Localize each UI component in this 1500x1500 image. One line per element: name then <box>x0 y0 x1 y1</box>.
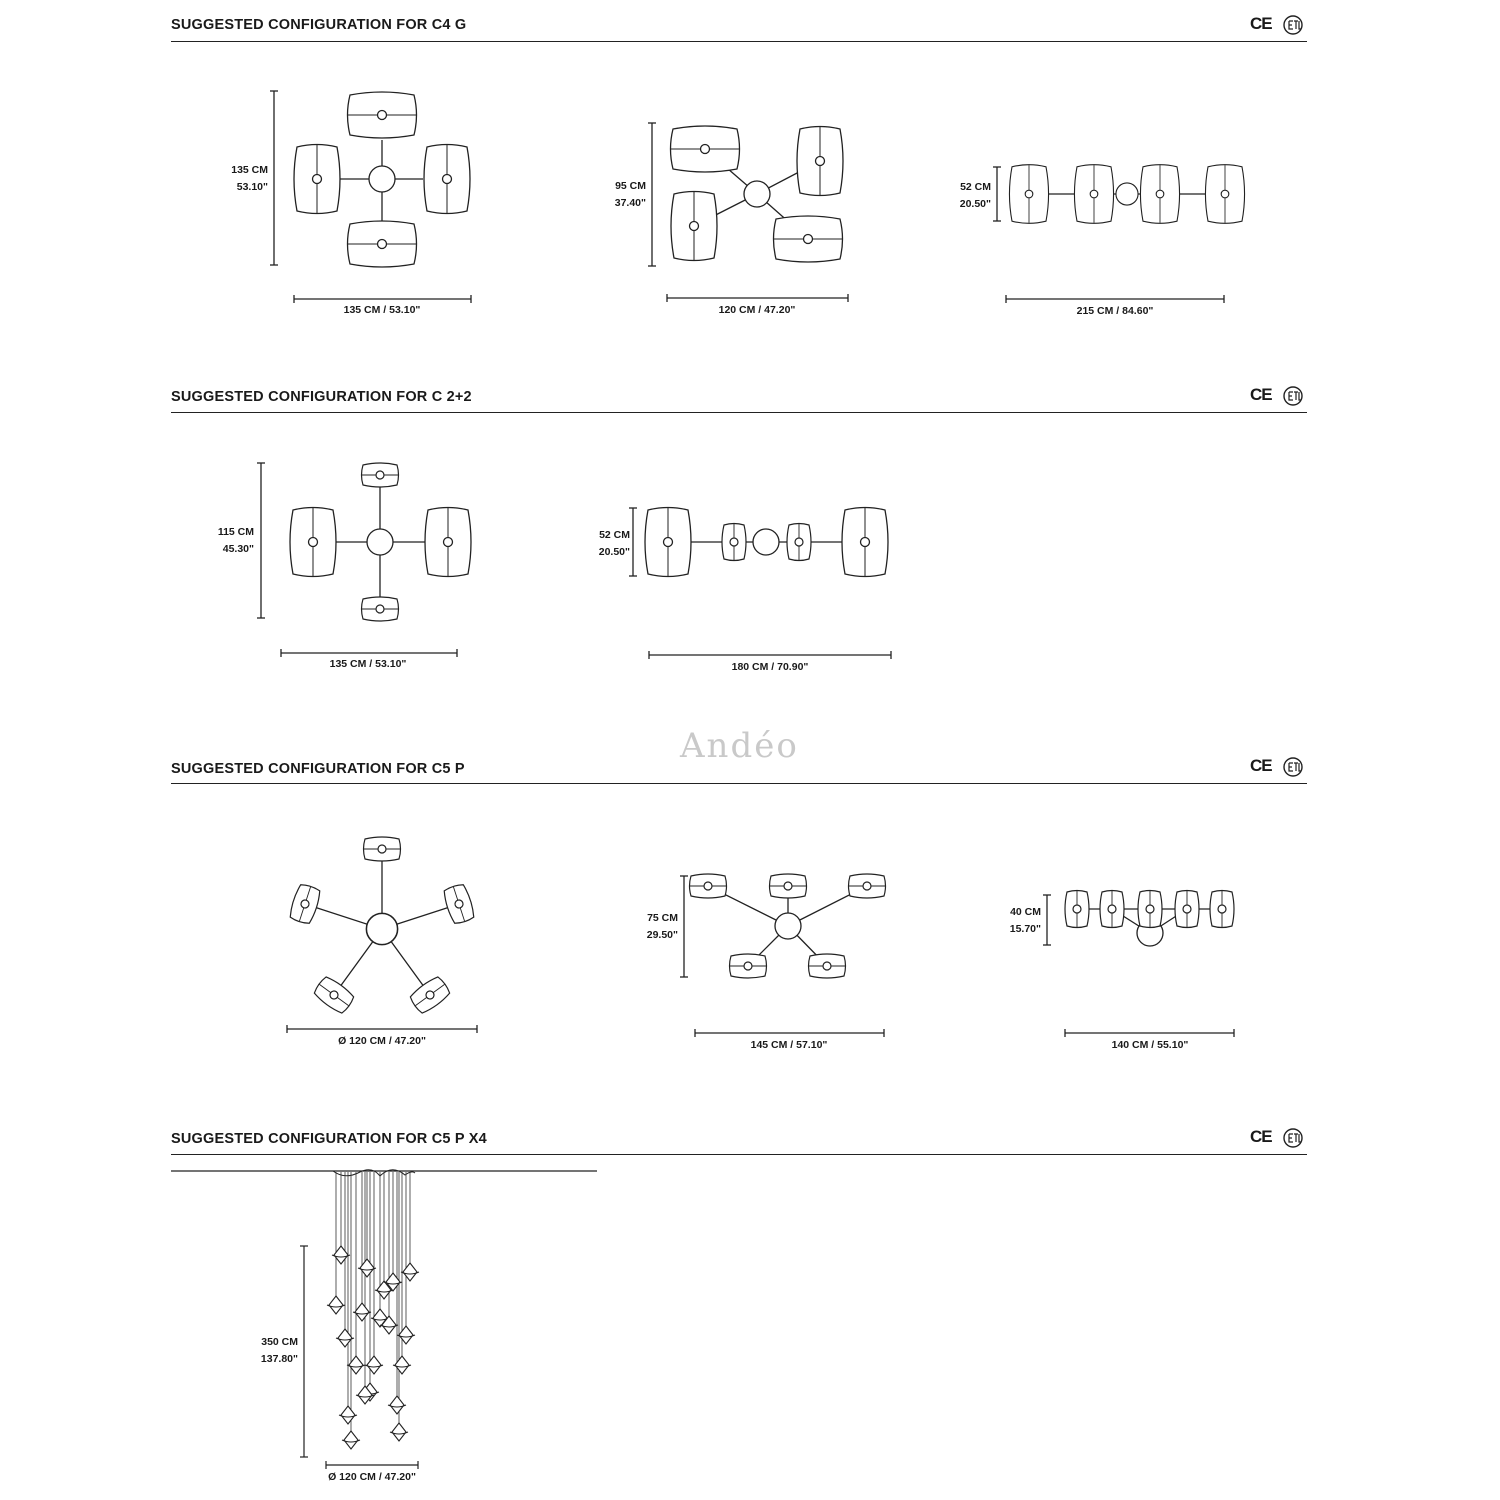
height-dimension <box>240 1334 298 1368</box>
ce-mark: CE <box>1250 14 1272 33</box>
section-title-c4g: SUGGESTED CONFIGURATION FOR C4 G <box>171 17 467 33</box>
height-in-label: 15.70" <box>1009 923 1041 935</box>
height-in-label: 137.80" <box>260 1353 298 1365</box>
height-dimension <box>987 904 1041 938</box>
section-title-c2plus2: SUGGESTED CONFIGURATION FOR C 2+2 <box>171 389 472 405</box>
height-dimension <box>200 524 254 558</box>
height-in-label: 45.30" <box>222 543 254 555</box>
height-cm-label: 40 CM <box>1010 906 1041 918</box>
width-dimension: 135 CM / 53.10" <box>329 658 407 670</box>
height-dimension <box>214 162 268 196</box>
width-dimension: 135 CM / 53.10" <box>343 304 421 316</box>
height-in-label: 20.50" <box>598 546 630 558</box>
height-cm-label: 115 CM <box>217 526 254 538</box>
height-dimension <box>937 179 991 213</box>
height-cm-label: 52 CM <box>599 529 630 541</box>
height-in-label: 37.40" <box>614 197 646 209</box>
width-dimension: 180 CM / 70.90" <box>731 661 809 673</box>
height-cm-label: 95 CM <box>615 180 646 192</box>
ce-mark: CE <box>1250 756 1272 775</box>
watermark-logo: Andéo <box>680 726 799 766</box>
height-cm-label: 350 CM <box>261 1336 298 1348</box>
height-dimension <box>592 178 646 212</box>
height-in-label: 20.50" <box>959 198 991 210</box>
height-dimension <box>576 527 630 561</box>
height-cm-label: 75 CM <box>647 912 678 924</box>
height-cm-label: 135 CM <box>231 164 268 176</box>
section-title-c5p: SUGGESTED CONFIGURATION FOR C5 P <box>171 761 465 777</box>
height-dimension <box>624 910 678 944</box>
width-dimension: 215 CM / 84.60" <box>1076 305 1154 317</box>
height-in-label: 29.50" <box>646 929 678 941</box>
height-cm-label: 52 CM <box>960 181 991 193</box>
width-dimension: 145 CM / 57.10" <box>750 1039 828 1051</box>
ce-mark: CE <box>1250 1127 1272 1146</box>
height-in-label: 53.10" <box>236 181 268 193</box>
width-dimension: 120 CM / 47.20" <box>718 304 796 316</box>
width-dimension: 140 CM / 55.10" <box>1111 1039 1189 1051</box>
width-dimension: Ø 120 CM / 47.20" <box>338 1035 426 1047</box>
section-title-c5px4: SUGGESTED CONFIGURATION FOR C5 P X4 <box>171 1131 487 1147</box>
width-dimension: Ø 120 CM / 47.20" <box>328 1471 416 1483</box>
ce-mark: CE <box>1250 385 1272 404</box>
